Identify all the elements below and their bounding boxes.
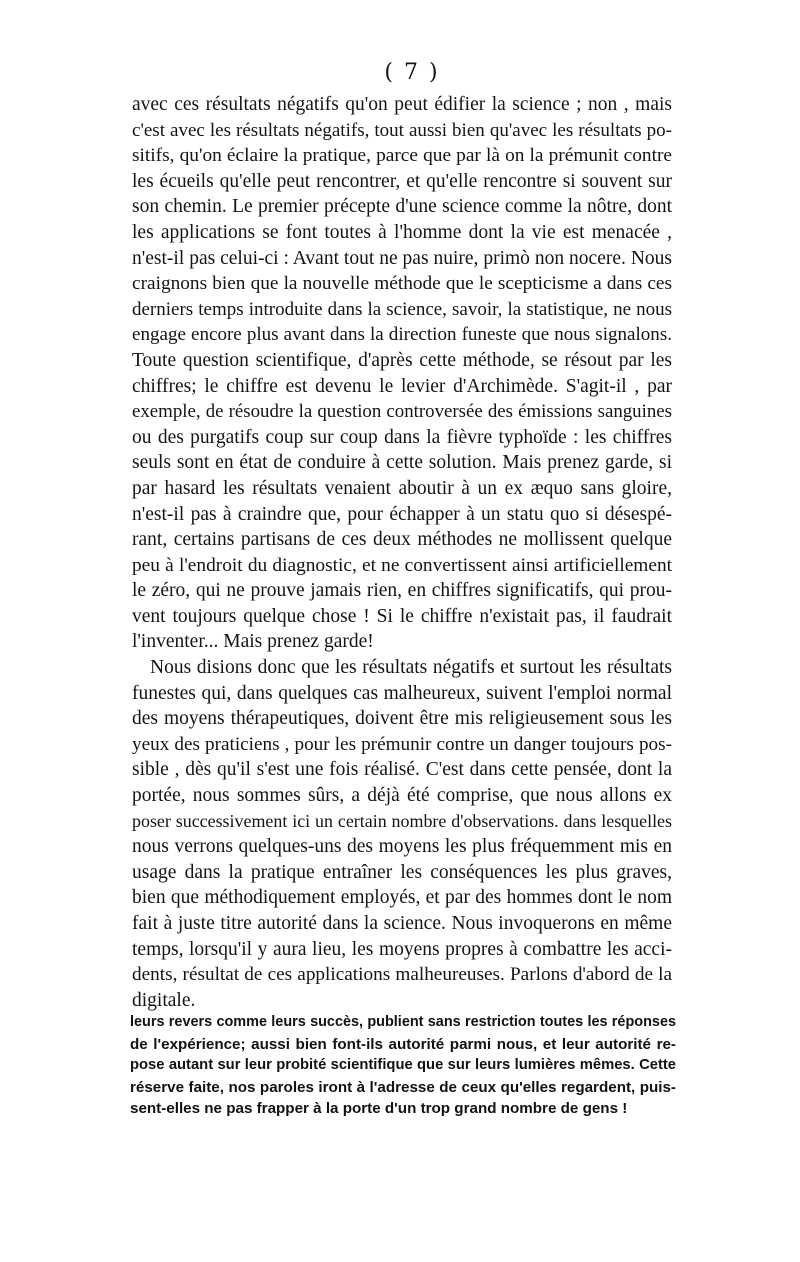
footnote-line: sent-elles ne pas frapper à la porte d'un trop grand nombre de gens ! [130, 1100, 628, 1117]
text-line: engage encore plus avant dans la direction funeste que nous signalons. [132, 324, 672, 346]
text-line: Toute question scientifique, d'après cette méthode, se résout par les [132, 349, 672, 371]
text-line: c'est avec les résultats négatifs, tout aussi bien qu'avec les résultats po- [132, 119, 672, 141]
text-line: seuls sont en état de conduire à cette solution. Mais prenez garde, si [132, 452, 672, 474]
text-line: digitale. [132, 989, 196, 1011]
text-line: son chemin. Le premier précepte d'une science comme la nôtre, dont [132, 196, 672, 218]
text-line: peu à l'endroit du diagnostic, et ne convertissent ainsi artificiellement [132, 554, 672, 576]
text-line: craignons bien que la nouvelle méthode que le scepticisme a dans ces [132, 273, 672, 295]
text-line: le zéro, qui ne prouve jamais rien, en chiffres significatifs, qui prou- [132, 580, 672, 602]
text-line: poser successivement ici un certain nombre d'observations. dans lesquelles [132, 810, 672, 831]
footnote-line: pose autant sur leur probité scientifique que sur leurs lumières mêmes. Cette [130, 1057, 676, 1073]
text-line: exemple, de résoudre la question controversée des émissions sanguines [132, 401, 672, 423]
text-line: derniers temps introduite dans la science, savoir, la statistique, ne nous [132, 298, 672, 320]
text-line: l'inventer... Mais prenez garde! [132, 631, 374, 653]
text-line: yeux des praticiens , pour les prémunir contre un danger toujours pos- [132, 733, 672, 755]
text-line: avec ces résultats négatifs qu'on peut édifier la science ; non , mais [132, 94, 672, 115]
main-text-block [132, 92, 672, 1013]
text-line: Nous disions donc que les résultats négatifs et surtout les résultats [150, 657, 672, 679]
text-line: vent toujours quelque chose ! Si le chiffre n'existait pas, il faudrait [132, 605, 672, 627]
text-line: les applications se font toutes à l'homme dont la vie est menacée , [132, 221, 672, 243]
text-line: bien que méthodiquement employés, et par des hommes dont le nom [132, 887, 672, 909]
text-line: fait à juste titre autorité dans la science. Nous invoquerons en même [132, 913, 672, 934]
text-line: par hasard les résultats venaient aboutir à un ex æquo sans gloire, [132, 477, 672, 499]
text-line: ou des purgatifs coup sur coup dans la fièvre typhoïde : les chiffres [132, 426, 672, 448]
text-line: des moyens thérapeutiques, doivent être mis religieusement sous les [132, 708, 672, 730]
text-line: dents, résultat de ces applications malheureuses. Parlons d'abord de la [132, 964, 672, 986]
text-line: n'est-il pas à craindre que, pour échapper à un statu quo si désespé- [132, 503, 672, 525]
footnote-line: leurs revers comme leurs succès, publient sans restriction toutes les réponses [130, 1014, 676, 1030]
text-line: usage dans la pratique entraîner les conséquences les plus graves, [132, 861, 672, 883]
text-line: rant, certains partisans de ces deux méthodes ne mollissent quelque [132, 529, 672, 551]
text-line: n'est-il pas celui-ci : Avant tout ne pas nuire, primò non nocere. Nous [132, 247, 672, 269]
text-line: les écueils qu'elle peut rencontrer, et qu'elle rencontre si souvent sur [132, 170, 672, 192]
footnote-line: réserve faite, nos paroles iront à l'adresse de ceux qu'elles regardent, puis- [130, 1078, 676, 1096]
text-line: nous verrons quelques-uns des moyens les plus fréquemment mis en [132, 836, 672, 858]
text-line: funestes qui, dans quelques cas malheureux, suivent l'emploi normal [132, 682, 672, 704]
text-line: sitifs, qu'on éclaire la pratique, parce que par là on la prémunit contre [132, 145, 672, 167]
text-line: portée, nous sommes sûrs, a déjà été comprise, que nous allons ex [132, 785, 672, 807]
footnote-block [130, 1012, 676, 1120]
text-line: chiffres; le chiffre est devenu le levier d'Archimède. S'agit-il , par [132, 375, 672, 397]
text-line: temps, lorsqu'il y aura lieu, les moyens propres à combattre les acci- [132, 938, 672, 960]
footnote-line: de l'expérience; aussi bien font-ils autorité parmi nous, et leur autorité re- [130, 1035, 676, 1053]
page-number: ( 7 ) [384, 60, 440, 85]
text-line: sible , dès qu'il s'est une fois réalisé. C'est dans cette pensée, dont la [132, 759, 672, 781]
